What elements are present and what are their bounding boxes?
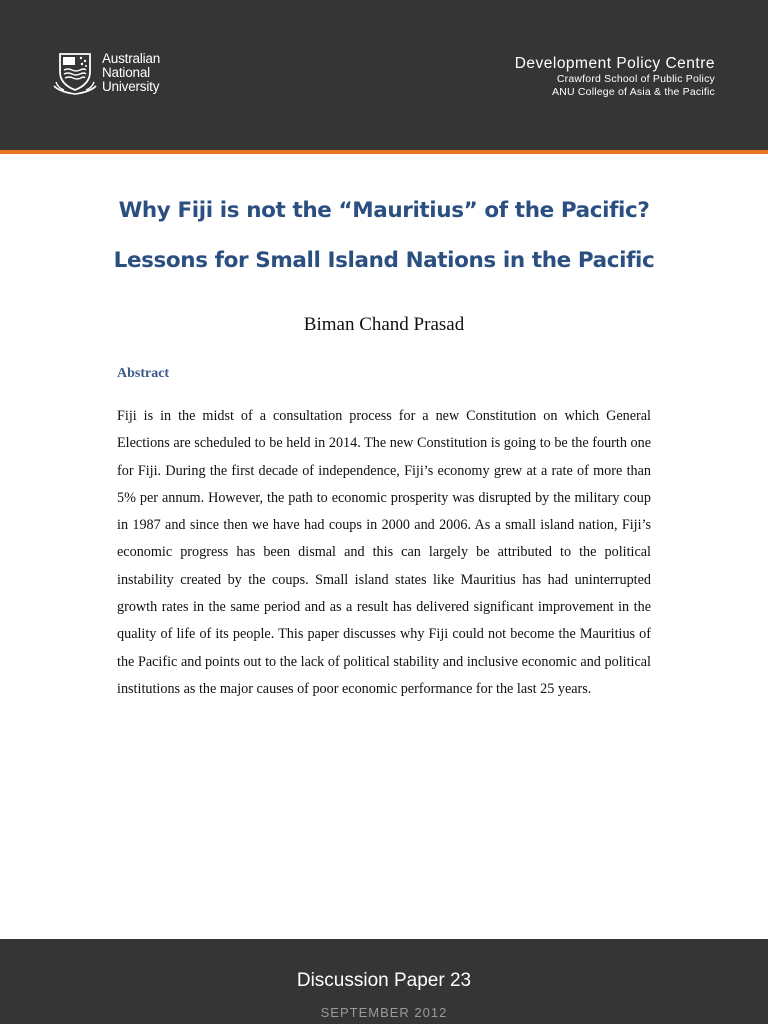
centre-block <box>515 55 715 99</box>
header-divider <box>0 150 768 154</box>
centre-subtitle: Crawford School of Public Policy <box>556 73 715 85</box>
anu-wordmark <box>102 52 160 94</box>
anu-logo <box>52 50 182 98</box>
paper-subtitle: Lessons for Small Island Nations in the Pacific <box>113 248 655 273</box>
anu-wordmark-line: National <box>102 65 150 80</box>
anu-wordmark-line: University <box>102 79 160 94</box>
anu-crest-icon <box>52 50 98 96</box>
centre-title: Development Policy Centre <box>514 55 715 72</box>
series-label: Discussion Paper 23 <box>296 970 472 991</box>
centre-subtitle: ANU College of Asia & the Pacific <box>551 86 715 98</box>
publication-date: SEPTEMBER 2012 <box>320 1005 448 1020</box>
anu-wordmark-line: Australian <box>102 51 161 66</box>
abstract-text: Fiji is in the midst of a consultation process for a new Constitution on which General Elections are scheduled to be held in 2014. The new Constitution is going to be the fourth one for Fiji. During the first decade of independence, Fiji’s economy grew at a rate of more than 5% per annum. However, the path to economic prosperity was disrupted by the military coup in 1987 and since then we have had coups in 2000 and 2006. As a small island nation, Fiji’s economic progress has been dismal and this can largely be attributed to the political instability created by the coups. Small island states like Mauritius has had uninterrupted growth rates in the same period and as a result has delivered significant improvement in the quality of life of its people. This paper discusses why Fiji could not become the Mauritius of the Pacific and points out to the lack of political stability and inclusive economic and political institutions as the major causes of poor economic performance for the last 25 years. <box>117 408 651 697</box>
paper-title: Why Fiji is not the “Mauritius” of the Pacific? <box>118 198 650 223</box>
header-banner <box>0 0 768 150</box>
abstract-heading: Abstract <box>117 366 170 381</box>
author-name: Biman Chand Prasad <box>303 314 465 335</box>
